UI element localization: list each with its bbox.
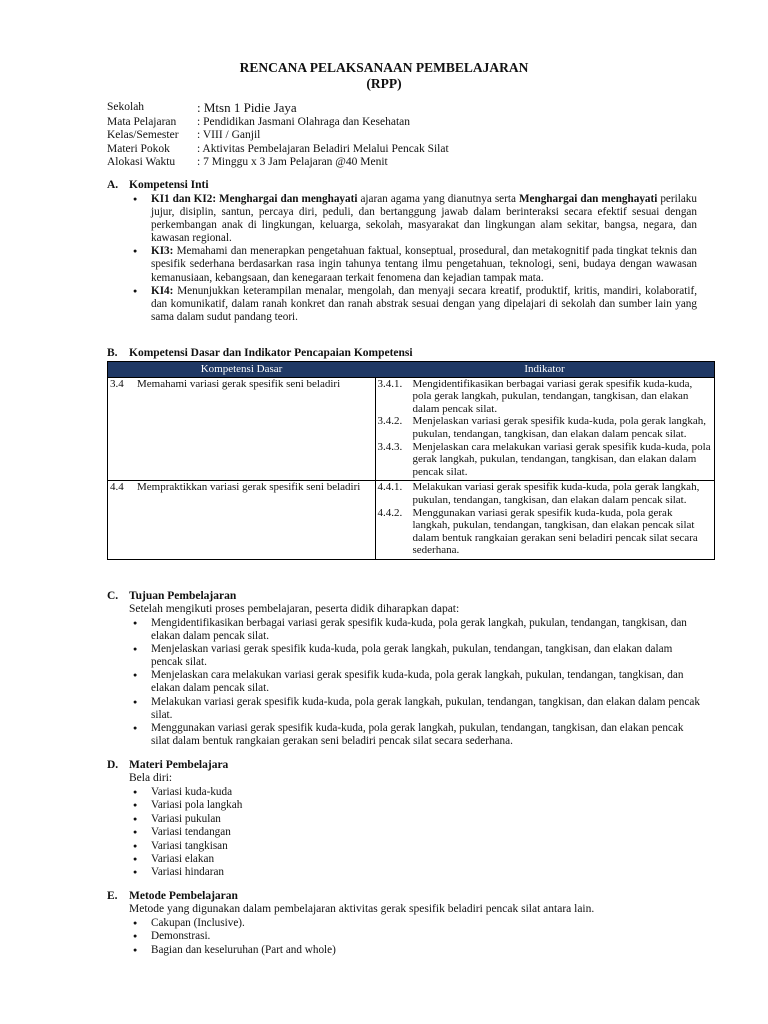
- indicator-cell: [375, 481, 715, 560]
- list-item: ● Bagian dan keseluruhan (Part and whole): [129, 944, 629, 957]
- document-title: RENCANA PELAKSANAAN PEMBELAJARAN: [239, 60, 529, 75]
- info-value: : Pendidikan Jasmani Olahraga dan Kesehatan: [197, 115, 411, 128]
- list-item: ● Variasi pola langkah: [129, 799, 529, 812]
- info-row: [107, 156, 449, 170]
- kd-cell: 3.4 Memahami variasi gerak spesifik seni beladiri: [108, 377, 376, 481]
- list-item: ● Menjelaskan variasi gerak spesifik kuda-kuda, pola gerak langkah, pukulan, tendangan, tangkisan, dan elakan dalam pencak silat.: [129, 643, 701, 669]
- table-row: [108, 377, 715, 481]
- list-item: ● Variasi elakan: [129, 853, 529, 866]
- section-c-intro: Setelah mengikuti proses pembelajaran, peserta didik diharapkan dapat:: [129, 603, 460, 615]
- list-item: ● Variasi pukulan: [129, 813, 529, 826]
- table-header-kd: Kompetensi Dasar: [108, 362, 376, 378]
- indicator-item: 3.4.2. Menjelaskan variasi gerak spesifik kuda-kuda, pola gerak langkah, pukulan, tendangan, tangkisan, dan elakan dalam pencak silat.: [377, 415, 707, 440]
- kd-indicator-table: [107, 361, 715, 560]
- section-b-heading: B. Kompetensi Dasar dan Indikator Pencapaian Kompetensi: [107, 347, 413, 359]
- section-d-intro: Bela diri:: [129, 772, 173, 784]
- section-d-heading: D. Materi Pembelajara: [107, 759, 229, 771]
- info-row: [107, 129, 449, 143]
- info-key: Alokasi Waktu: [107, 156, 176, 169]
- list-item: ● KI3: Memahami dan menerapkan pengetahuan faktual, konseptual, prosedural, dan metakognitif pada tingkat teknis dan spesifik sederhana berdasarkan rasa ingin tahunya tentang ilmu pengetahuan, teknologi, seni, budaya dengan wawasan kemanusiaan, kebangsaan, dan kenegaraan terkait fenomena dan kejadian tampak mata.: [129, 245, 697, 284]
- info-value: : VIII / Ganjil: [197, 129, 261, 142]
- list-item: ● Variasi tendangan: [129, 826, 529, 839]
- materi-list: [129, 786, 529, 880]
- table-header-indicator: Indikator: [375, 362, 715, 378]
- list-item: ● Variasi kuda-kuda: [129, 786, 529, 799]
- info-key: Sekolah: [107, 101, 145, 113]
- document-subtitle: (RPP): [366, 76, 402, 91]
- tujuan-list: [129, 617, 701, 748]
- indicator-item: 4.4.2. Menggunakan variasi gerak spesifik kuda-kuda, pola gerak langkah, pukulan, tendangan, tangkisan, dan elakan pencak silat dalam bentuk rangkaian gerakan seni beladiri pencak silat secara sederhana.: [377, 506, 698, 557]
- info-row: [107, 143, 449, 157]
- list-item: ● KI4: Menunjukkan keterampilan menalar, mengolah, dan menyaji secara kreatif, produktif, kritis, mandiri, kolaboratif, dan komunikatif, dalam ranah konkret dan ranah abstrak sesuai dengan yang dipelajari di sekolah dan sumber lain yang sama dalam sudut pandang teori.: [129, 285, 697, 324]
- indicator-item: 4.4.1. Melakukan variasi gerak spesifik kuda-kuda, pola gerak langkah, pukulan, tendangan, tangkisan, dan elakan dalam pencak silat.: [377, 481, 700, 506]
- list-item: ● Variasi hindaran: [129, 866, 529, 879]
- list-item: ● Cakupan (Inclusive).: [129, 917, 629, 930]
- indicator-cell: [375, 377, 715, 481]
- list-item: ● Variasi tangkisan: [129, 840, 529, 853]
- table-row: [108, 481, 715, 560]
- info-row: [107, 116, 449, 130]
- indicator-item: 3.4.3. Menjelaskan cara melakukan variasi gerak spesifik kuda-kuda, pola gerak langkah, pukulan, tendangan, tangkisan, dan elakan dalam pencak silat.: [377, 440, 711, 478]
- section-c-heading: C. Tujuan Pembelajaran: [107, 590, 237, 602]
- section-e-heading: E. Metode Pembelajaran: [107, 890, 238, 902]
- list-item: ● Melakukan variasi gerak spesifik kuda-kuda, pola gerak langkah, pukulan, tendangan, tangkisan, dan elakan dalam pencak silat.: [129, 696, 701, 722]
- info-key: Mata Pelajaran: [107, 115, 177, 128]
- info-value: : Mtsn 1 Pidie Jaya: [197, 100, 297, 115]
- metode-list: [129, 917, 629, 957]
- section-e-intro: Metode yang digunakan dalam pembelajaran aktivitas gerak spesifik beladiri pencak silat antara lain.: [129, 903, 595, 915]
- section-a-heading: A. Kompetensi Inti: [107, 179, 209, 191]
- kompetensi-inti-list: [129, 193, 697, 324]
- indicator-item: 3.4.1. Mengidentifikasikan berbagai variasi gerak spesifik kuda-kuda, pola gerak langkah, pukulan, tendangan, tangkisan, dan elakan dalam pencak silat.: [377, 377, 693, 415]
- info-row: [107, 100, 449, 116]
- info-value: : Aktivitas Pembelajaran Beladiri Melalui Pencak Silat: [197, 142, 449, 155]
- info-key: Materi Pokok: [107, 142, 170, 155]
- list-item: ● KI1 dan KI2: Menghargai dan menghayati ajaran agama yang dianutnya serta Menghargai dan menghayati perilaku jujur, disiplin, santun, percaya diri, peduli, dan bertanggung jawab dalam berinteraksi secara efektif sesuai dengan perkembangan anak di lingkungan, keluarga, sekolah, masyarakat dan lingkungan alam sekitar, bangsa, negara, dan kawasan regional.: [129, 193, 697, 245]
- info-value: : 7 Minggu x 3 Jam Pelajaran @40 Menit: [197, 156, 388, 169]
- list-item: ● Menjelaskan cara melakukan variasi gerak spesifik kuda-kuda, pola gerak langkah, pukulan, tendangan, tangkisan, dan elakan dalam pencak silat.: [129, 669, 701, 695]
- list-item: ● Mengidentifikasikan berbagai variasi gerak spesifik kuda-kuda, pola gerak langkah, pukulan, tendangan, tangkisan, dan elakan dalam pencak silat.: [129, 617, 701, 643]
- kd-cell: 4.4 Mempraktikkan variasi gerak spesifik seni beladiri: [108, 481, 376, 560]
- identity-block: [107, 100, 449, 170]
- list-item: ● Demonstrasi.: [129, 930, 629, 943]
- list-item: ● Menggunakan variasi gerak spesifik kuda-kuda, pola gerak langkah, pukulan, tendangan, tangkisan, dan elakan pencak silat dalam bentuk rangkaian gerakan seni beladiri pencak silat secara sederhana.: [129, 722, 701, 748]
- info-key: Kelas/Semester: [107, 129, 179, 142]
